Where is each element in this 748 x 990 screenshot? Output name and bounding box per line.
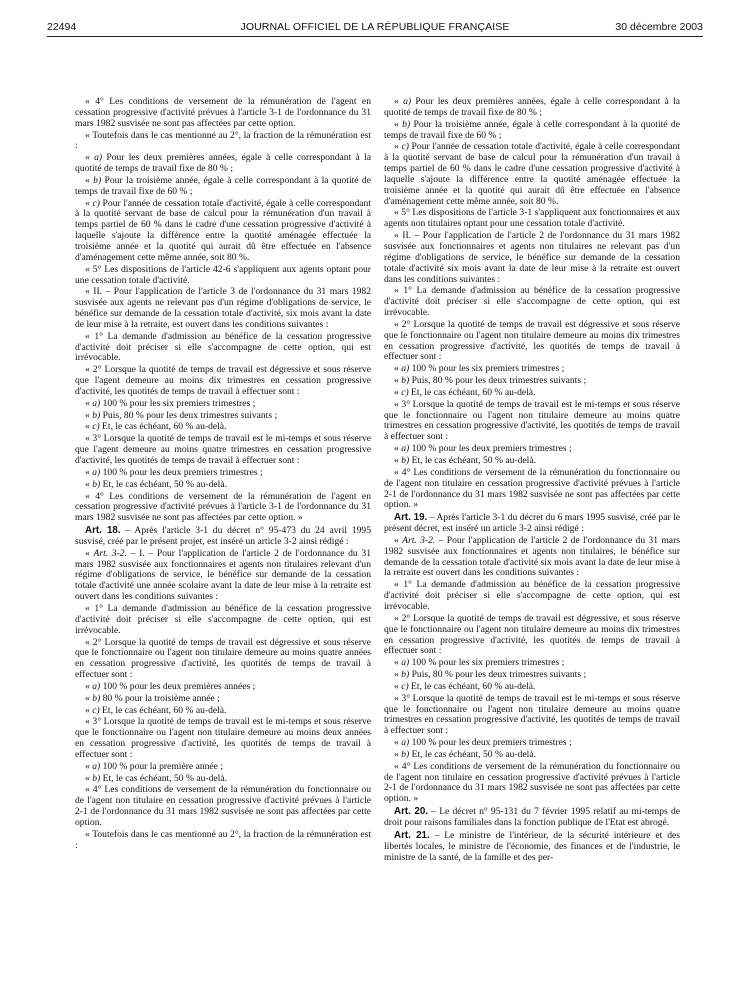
paragraph <box>384 694 680 737</box>
right-column <box>384 97 680 864</box>
paragraph-text: « c) Et, le cas échéant, 60 % au-delà. <box>85 704 227 716</box>
paragraph <box>384 580 680 613</box>
article-paragraph <box>75 526 371 548</box>
paragraph <box>75 638 371 681</box>
paragraph <box>75 399 371 410</box>
paragraph-text: « b) Puis, 80 % pour les deux trimestres suivants ; <box>394 669 587 681</box>
paragraph-text: « 4° Les conditions de versement de la rémunération du fonctionnaire ou de l'agent non titulaire en cessation progressive d'activité prévues à l'article 2-1 de l'ordonnance du 31 mars 1982 susvisée ne sont pas affectées par cette option. » <box>384 760 680 805</box>
paragraph-text: « 3° Lorsque la quotité de temps de travail est le mi-temps et sous réserve que le fonctionnaire ou l'agent non titulaire demeure au moins quatre trimestres en cessation progressive d'activité, les quotités de temps de travail à effectuer sont : <box>384 398 680 443</box>
paragraph <box>75 365 371 398</box>
article-paragraph <box>384 807 680 829</box>
paragraph <box>384 364 680 375</box>
paragraph-text: « 1° La demande d'admission au bénéfice de la cessation progressive d'activité doit préciser si elle s'accompagne de cette option, qui est irrévocable. <box>384 285 680 319</box>
paragraph-text: « a) 100 % pour les deux premiers trimestres ; <box>394 443 572 455</box>
paragraph <box>75 176 371 198</box>
paragraph-text: « Art. 3-2. – Pour l'application de l'article 2 de l'ordonnance du 31 mars 1982 susvisée aux fonctionnaires et agents non titulaires, le bénéfice sur demande de la cessation totale d'activité six mois avant la date de leur mise à la retraite est ouvert dans les conditions suivantes : <box>384 534 680 579</box>
paragraph <box>384 400 680 443</box>
header-rule <box>47 36 703 37</box>
paragraph-text: « a) 100 % pour les six premiers trimestres ; <box>394 657 565 669</box>
article-paragraph <box>384 513 680 535</box>
article-label: Art. 21. <box>394 829 430 841</box>
paragraph-text: « 1° La demande d'admission au bénéfice de la cessation progressive d'activité doit préciser si elle s'accompagne de cette option, qui est irrévocable. <box>75 602 371 636</box>
paragraph-text: « c) Et, le cas échéant, 60 % au-delà. <box>85 421 227 433</box>
paragraph <box>384 468 680 511</box>
paragraph <box>384 142 680 207</box>
paragraph <box>75 480 371 491</box>
paragraph <box>75 694 371 705</box>
paragraph <box>75 422 371 433</box>
paragraph <box>384 120 680 142</box>
paragraph <box>384 682 680 693</box>
paragraph-text: – Après l'article 3-1 du décret n° 95-473 du 24 avril 1995 susvisé, créé par le présent projet, est inséré un article 3-2 ainsi rédigé : <box>75 525 371 547</box>
paragraph <box>384 614 680 657</box>
paragraph <box>384 536 680 579</box>
paragraph-text: « 1° La demande d'admission au bénéfice de la cessation progressive d'activité doit préciser si elle s'accompagne de cette option, qui est irrévocable. <box>75 330 371 364</box>
paragraph <box>384 444 680 455</box>
article-label: Art. 20. <box>394 806 429 818</box>
paragraph-text: « Art. 3-2. – I. – Pour l'application de l'article 2 de l'ordonnance du 31 mars 1982 susvisée aux fonctionnaires et agents non titulaires relevant d'un régime d'obligations de service, le bénéfice sur demande de la cessation totale d'activité une année scolaire avant la date de leur mise à la retraite est ouvert dans les conditions suivantes : <box>75 547 371 603</box>
paragraph-text: « a) 100 % pour les six premiers trimestres ; <box>85 397 256 409</box>
paragraph <box>384 376 680 387</box>
paragraph <box>384 456 680 467</box>
paragraph <box>75 411 371 422</box>
paragraph-text: « c) Et, le cas échéant, 60 % au-delà. <box>394 386 536 398</box>
left-column <box>75 97 371 853</box>
paragraph-text: « a) 100 % pour les deux premières années ; <box>85 680 256 692</box>
paragraph-text: « 3° Lorsque la quotité de temps de travail est le mi-temps et sous réserve que l'agent demeure au moins quatre trimestres en cessation progressive d'activité, les quotités de temps de travail à effectuer sont : <box>75 433 371 466</box>
paragraph-text: « c) Pour l'année de cessation totale d'activité, égale à celle correspondant à la quotité servant de base de calcul pour la rémunération d'un travail à temps partiel de 60 % dans le cadre d'une cessation progressive d'activité à laquelle s'ajoute la différence entre la quotité aménagée effectuée la troisième année et la quotité qui aurait dû être effectuée en l'absence d'aménagement cette même année, soit 80 %. <box>384 141 680 207</box>
paragraph <box>75 131 371 153</box>
paragraph <box>75 199 371 264</box>
paragraph-text: « 4° Les conditions de versement de la rémunération du fonctionnaire ou de l'agent non titulaire en cessation progressive d'activité prévues à l'article 2-1 de l'ordonnance du 31 mars 1982 susvisée ne sont pas affectées par cette option. <box>75 784 371 828</box>
paragraph-text: « 1° La demande d'admission au bénéfice de la cessation progressive d'activité doit préciser si elle s'accompagne de cette option, qui est irrévocable. <box>384 579 680 612</box>
paragraph-text: « Toutefois dans le cas mentionné au 2°, la fraction de la rémunération est : <box>75 828 371 851</box>
paragraph <box>75 153 371 175</box>
paragraph <box>384 750 680 761</box>
paragraph-text: « c) Pour l'année de cessation totale d'activité, égale à celle correspondant à la quotité servant de base de calcul pour la rémunération d'un travail à temps partiel de 60 % dans le cadre d'une cessation progressive d'activité à laquelle s'ajoute la différence entre la quotité aménagée effectuée la troisième année et la quotité qui aurait dû être effectuée en l'absence d'aménagement cette même année, soit 80 %. <box>75 197 371 263</box>
paragraph <box>75 785 371 828</box>
paragraph-text: « 3° Lorsque la quotité de temps de travail est le mi-temps et sous réserve que le fonctionnaire ou l'agent non titulaire demeure au moins quatre trimestres en cessation progressive d'activité, les quotités de temps de travail à effectuer sont : <box>384 692 680 737</box>
paragraph <box>75 604 371 637</box>
paragraph-text: « b) Et, le cas échéant, 50 % au-delà. <box>85 772 227 784</box>
paragraph-text: « b) Puis, 80 % pour les deux trimestres suivants ; <box>394 375 587 387</box>
paragraph <box>384 286 680 319</box>
paragraph-text: « 5° Les dispositions de l'article 3-1 s'appliquent aux fonctionnaires et aux agents non titulaires optant pour une cessation totale d'activité. <box>384 207 680 230</box>
paragraph-text: « 2° Lorsque la quotité de temps de travail est dégressive et sous réserve que l'agent demeure au moins dix trimestres en cessation progressive d'activité, les quotités de temps de travail à effectuer sont : <box>75 364 371 397</box>
paragraph <box>75 434 371 467</box>
paragraph-text: « a) 100 % pour les six premiers trimestres ; <box>394 363 565 375</box>
paragraph-text: « Toutefois dans le cas mentionné au 2°, la fraction de la rémunération est : <box>75 129 371 152</box>
paragraph-text: « b) Et, le cas échéant, 50 % au-delà. <box>394 748 536 760</box>
journal-title: JOURNAL OFFICIEL DE LA RÉPUBLIQUE FRANÇAISE <box>240 21 510 33</box>
paragraph <box>384 762 680 805</box>
paragraph <box>75 774 371 785</box>
paragraph <box>384 738 680 749</box>
paragraph-text: « 4° Les conditions de versement de la rémunération de l'agent en cessation progressive d'activité prévues à l'article 3-1 de l'ordonnance du 31 mars 1982 susvisée ne sont pas affectées par cette option. <box>75 96 371 129</box>
paragraph-text: « b) Pour la troisième année, égale à celle correspondant à la quotité de temps de travail fixe de 60 % ; <box>75 174 371 197</box>
paragraph <box>75 332 371 365</box>
paragraph-text: – Après l'article 3-1 du décret du 6 mars 1995 susvisé, créé par le présent décret, est inséré un article 3-2 ainsi rédigé : <box>384 512 681 535</box>
paragraph <box>75 830 371 852</box>
article-paragraph <box>384 831 680 864</box>
paragraph <box>384 208 680 230</box>
paragraph <box>75 706 371 717</box>
paragraph <box>75 717 371 760</box>
paragraph <box>75 468 371 479</box>
paragraph-text: « 4° Les conditions de versement de la rémunération de l'agent en cessation progressive d'activité prévues à l'article 3-1 de l'ordonnance du 31 mars 1982 susvisée ne sont pas affectées par cette option. » <box>75 490 371 524</box>
paragraph-text: « c) Et, le cas échéant, 60 % au-delà. <box>394 680 536 692</box>
paragraph <box>75 265 371 287</box>
article-label: Art. 18. <box>85 525 121 537</box>
paragraph-text: « 4° Les conditions de versement de la rémunération du fonctionnaire ou de l'agent non titulaire en cessation progressive d'activité prévues à l'article 2-1 de l'ordonnance du 31 mars 1982 susvisée ne sont pas affectées par cette option. » <box>384 466 680 511</box>
paragraph-text: « a) Pour les deux premières années, égale à celle correspondant à la quotité de temps de travail fixe de 80 % ; <box>384 96 680 118</box>
paragraph-text: « a) 100 % pour les deux premiers trimestres ; <box>85 466 263 478</box>
paragraph-text: « 5° Les dispositions de l'article 42-6 s'appliquent aux agents optant pour une cessation totale d'activité. <box>75 263 371 286</box>
paragraph <box>384 658 680 669</box>
paragraph <box>75 97 371 130</box>
paragraph-text: « II. – Pour l'application de l'article 3 de l'ordonnance du 31 mars 1982 susvisée aux agents ne relevant pas d'un régime d'obligations de service, le bénéfice sur demande de la cessation totale d'activité, six mois avant la date de leur mise à la retraite, est ouvert dans les conditions suivantes : <box>75 286 371 330</box>
paragraph <box>75 682 371 693</box>
paragraph <box>384 97 680 119</box>
paragraph <box>75 549 371 603</box>
paragraph <box>384 320 680 363</box>
paragraph-text: « b) Puis, 80 % pour les deux trimestres suivants ; <box>85 409 278 421</box>
paragraph-text: « b) Pour la troisième année, égale à celle correspondant à la quotité de temps de travail fixe de 60 % ; <box>384 118 680 141</box>
paragraph-text: – Le ministre de l'intérieur, de la sécurité intérieure et des libertés locales, le ministre de l'économie, des finances et de l'industrie, le ministre de la santé, de la famille et des per- <box>384 829 680 863</box>
paragraph-text: « b) Et, le cas échéant, 50 % au-delà. <box>394 455 536 466</box>
paragraph-text: « 2° Lorsque la quotité de temps de travail est dégressive et sous réserve que le fonctionnaire ou l'agent non titulaire demeure au moins quatre années en cessation progressive d'activité, les quotités de temps de travail à effectuer sont : <box>75 636 371 681</box>
paragraph-text: – Le décret n° 95-131 du 7 février 1995 relatif au mi-temps de droit pour raisons familiales dans la fonction publique de l'Etat est abrogé. <box>384 806 681 828</box>
paragraph <box>384 231 680 285</box>
paragraph <box>384 388 680 399</box>
page-header <box>47 18 703 34</box>
paragraph-text: « a) Pour les deux premières années, égale à celle correspondant à la quotité de temps de travail fixe de 80 % ; <box>75 152 371 175</box>
paragraph-text: « 2° Lorsque la quotité de temps de travail est dégressive, et sous réserve que le fonctionnaire ou l'agent non titulaire demeure au moins dix trimestres en cessation progressive d'activité, les quotités de temps de travail à effectuer sont : <box>384 612 680 657</box>
paragraph <box>75 762 371 773</box>
paragraph-text: « a) 100 % pour les deux premiers trimestres ; <box>394 737 572 749</box>
paragraph-text: « b) 80 % pour la troisième année ; <box>85 692 220 704</box>
issue-date: 30 décembre 2003 <box>615 21 703 33</box>
paragraph-text: « b) Et, le cas échéant, 50 % au-delà. <box>85 478 227 490</box>
paragraph <box>384 670 680 681</box>
paragraph-text: « 3° Lorsque la quotité de temps de travail est le mi-temps et sous réserve que le fonctionnaire ou l'agent non titulaire demeure au moins deux années en cessation progressive d'activité, les quotités de temps de travail à effectuer sont : <box>75 716 371 760</box>
paragraph-text: « II. – Pour l'application de l'article 2 de l'ordonnance du 31 mars 1982 susvisée aux fonctionnaires et agents non titulaires ne relevant pas d'un régime d'obligations de service, le bénéfice sur demande de la cessation totale d'activité six mois avant la date de leur mise à la retraite est ouvert dans les conditions suivantes : <box>384 230 680 285</box>
paragraph <box>75 492 371 525</box>
page-number: 22494 <box>47 21 77 33</box>
paragraph-text: « a) 100 % pour la première année ; <box>85 760 224 772</box>
article-label: Art. 19. <box>394 512 428 524</box>
paragraph <box>75 287 371 330</box>
paragraph-text: « 2° Lorsque la quotité de temps de travail est dégressive et sous réserve que le fonctionnaire ou l'agent non titulaire demeure au moins dix trimestres en cessation progressive d'activité, les quotités de temps de travail à effectuer sont : <box>384 318 680 363</box>
